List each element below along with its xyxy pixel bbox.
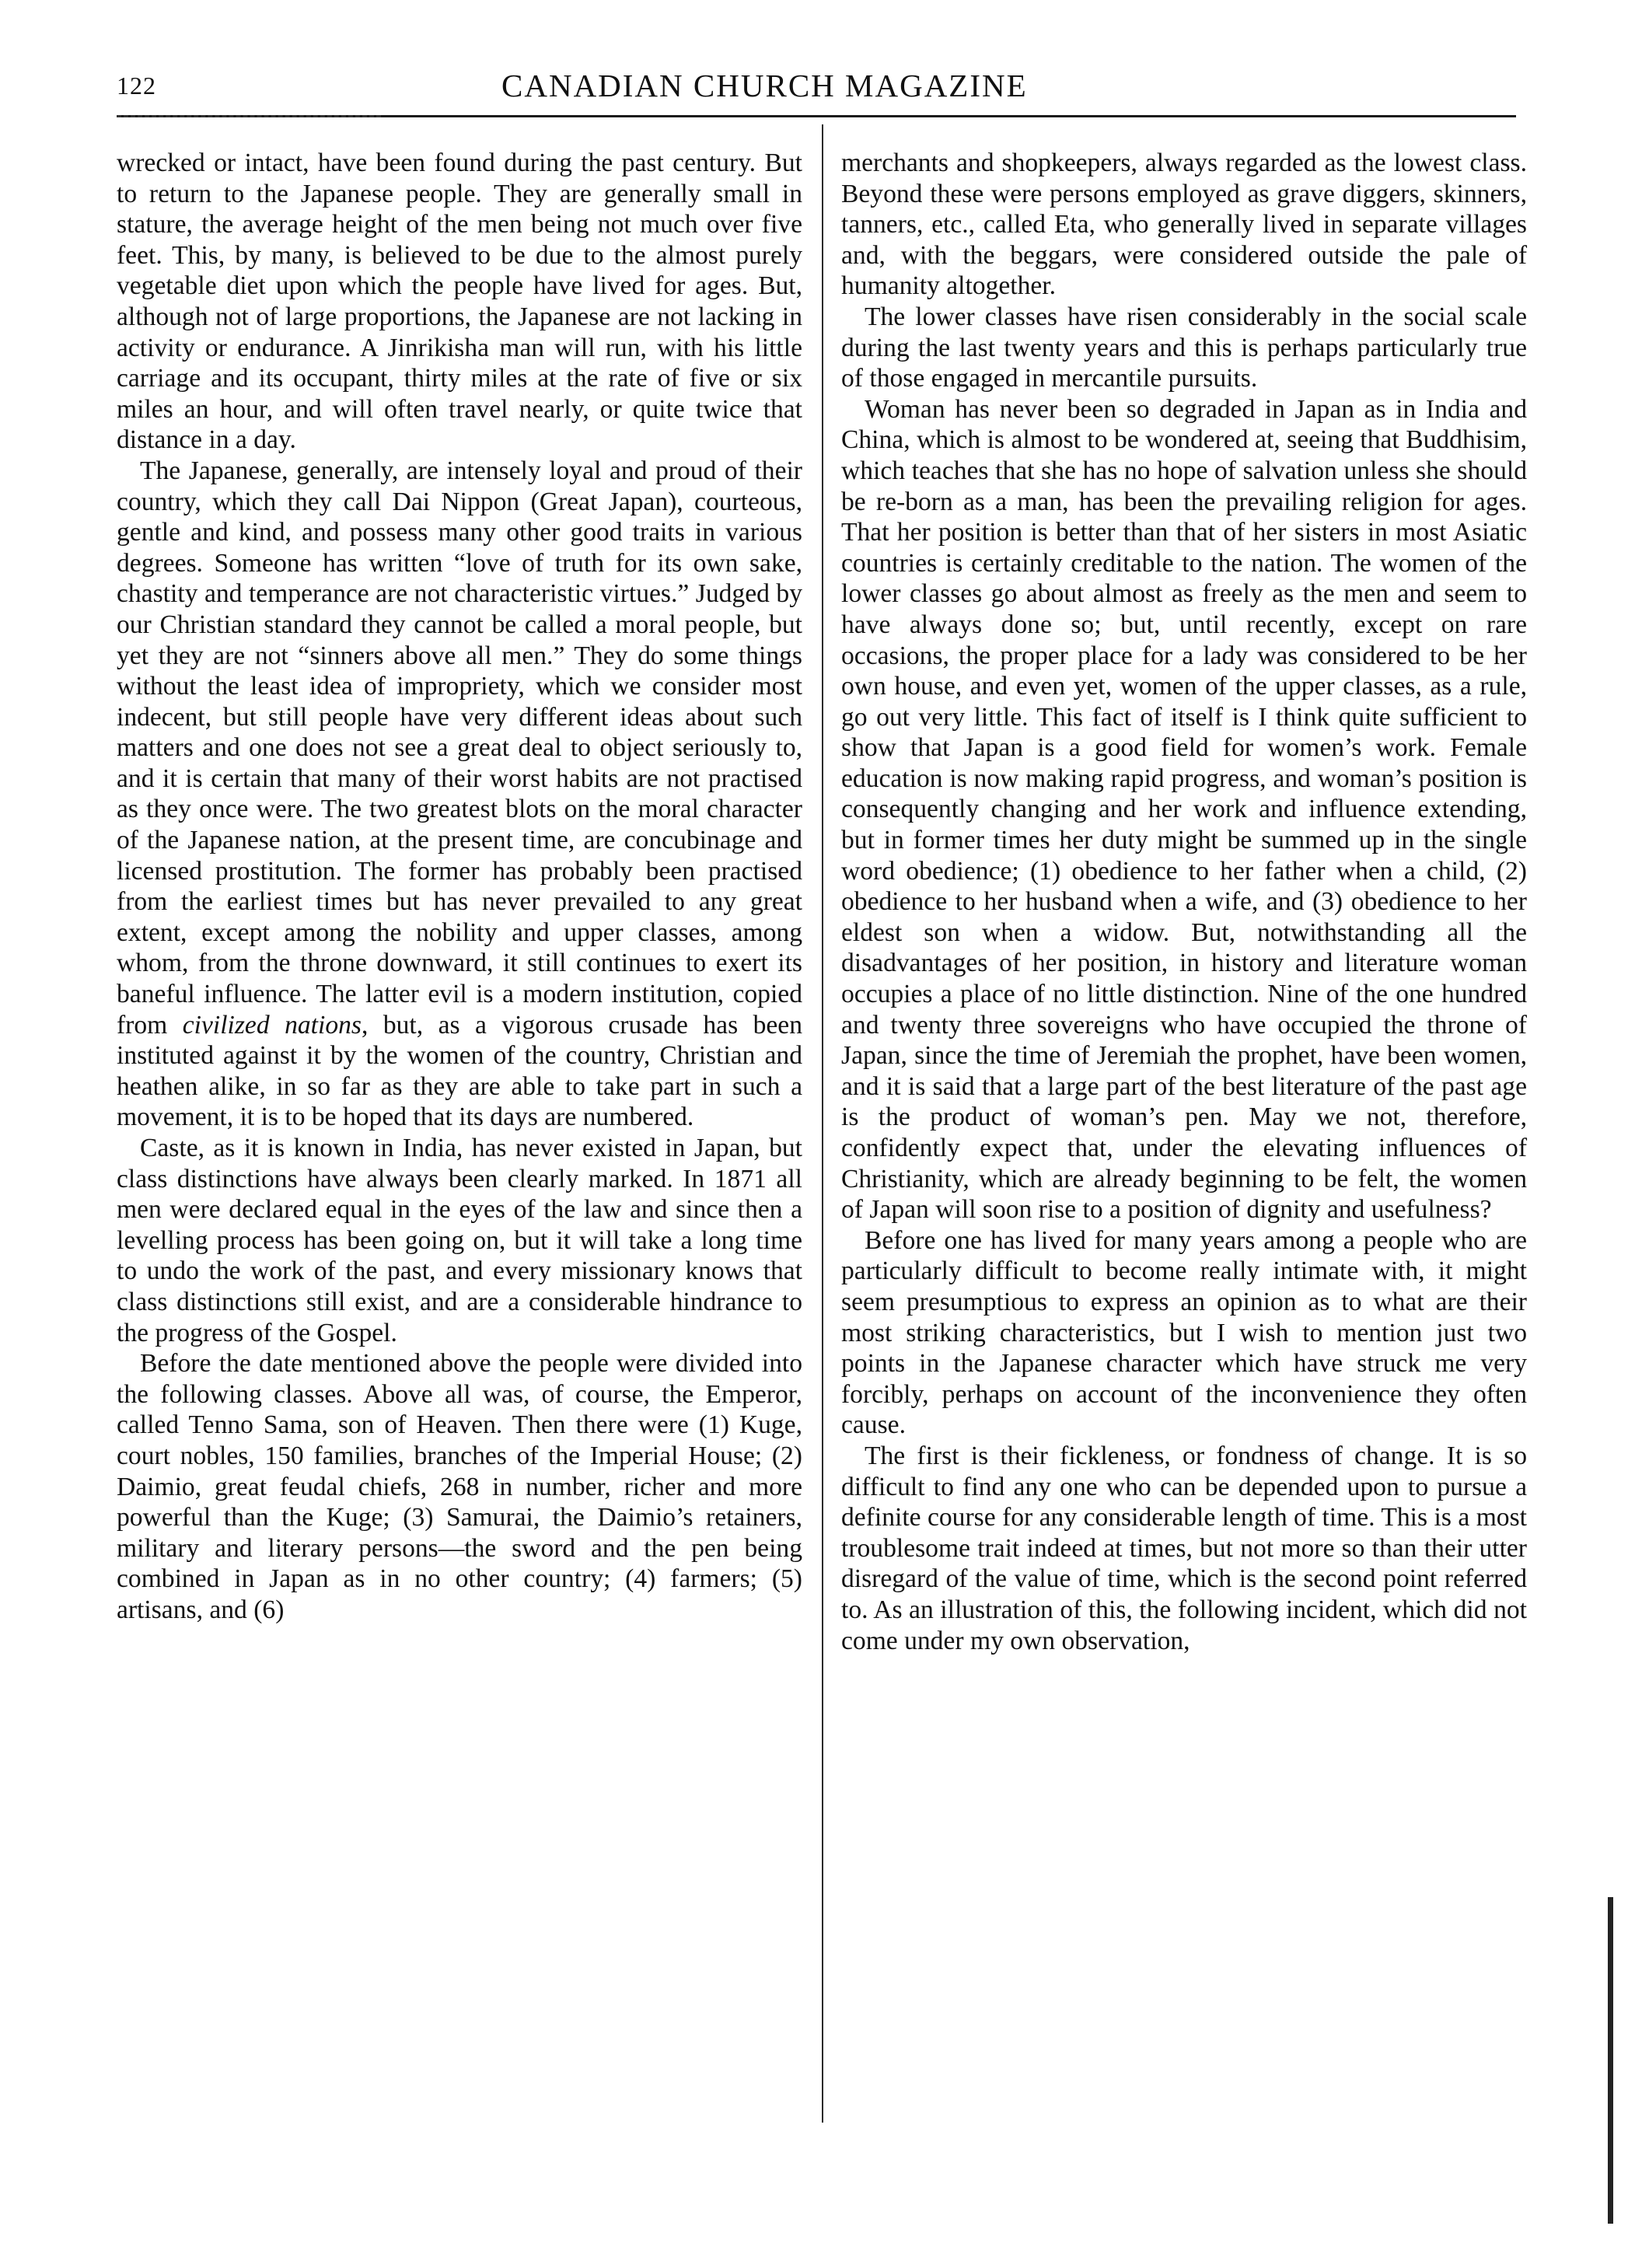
italic-phrase: civilized nations [182,1010,362,1040]
paragraph: wrecked or intact, have been found during the past century. But to return to the Japanese people. They are generally small in stature, the average height of the men being not much over five feet. This, by many, is believed to be due to the almost purely vegetable diet upon which the people have lived for ages. But, although not of large proportions, the Japanese are not lacking in activity or endurance. A Jinrikisha man will run, with his little carriage and its occupant, thirty miles at the rate of five or six miles an hour, and will often travel nearly, or quite twice that distance in a day. [117,149,802,455]
magazine-title: CANADIAN CHURCH MAGAZINE [501,68,1028,103]
paragraph-text: , but, as a vigorous crusade has been instituted against it by the women of the country, Christian and heathen alike, in so far as they are able to take part in such a movement, it is to be hoped that its days are numbered. [117,1010,802,1132]
header-rule-dashed [117,115,381,117]
paragraph: The lower classes have risen considerably in the social scale during the last twenty years and this is perhaps particularly true of those engaged in mercantile pursuits. [841,302,1527,393]
right-column [841,148,1527,1656]
binding-edge [1608,1897,1613,2224]
paragraph-text: The Japanese, generally, are intensely loyal and proud of their country, which they call Dai Nippon (Great Japan), courteous, gentle and kind, and possess many other good traits in various degrees. Someone has written “love of truth for its own sake, chastity and temperance are not characteristic virtues.” Judged by our Christian standard they cannot be called a moral people, but yet they are not “sinners above all men.” They do some things without the least idea of impropriety, which we consider most indecent, but still people have very different ideas about such matters and one does not see a great deal to object seriously to, and it is certain that many of their worst habits are not practised as they once were. The two greatest blots on the moral character of the Japanese nation, at the present time, are concubinage and licensed prostitution. The former has probably been practised from the earliest times but has never prevailed to any great extent, except among the nobility and upper classes, among whom, from the throne downward, it still continues to exert its baneful influence. The latter evil is a modern institution, copied from [117,456,802,1040]
paragraph: Caste, as it is known in India, has never existed in Japan, but class distinctions have always been clearly marked. In 1871 all men were declared equal in the eyes of the law and since then a levelling process has been going on, but it will take a long time to undo the work of the past, and every missionary knows that class distinctions still exist, and are a considerable hindrance to the progress of the Gospel. [117,1134,802,1347]
page-header [117,67,1516,114]
paragraph: merchants and shopkeepers, always regarded as the lowest class. Beyond these were persons employed as grave diggers, skinners, tanners, etc., called Eta, who generally lived in separate villages and, with the beggars, were considered outside the pale of humanity altogether. [841,149,1527,301]
left-column [117,148,802,1626]
column-divider [822,124,823,2123]
paragraph: Before one has lived for many years among a people who are particularly difficult to become really intimate with, it might seem presumptious to express an opinion as to what are their most striking characteristics, but I wish to mention just two points in the Japanese character which have struck me very forcibly, perhaps on account of the inconvenience they often cause. [841,1225,1527,1440]
page-number: 122 [117,72,156,100]
paragraph: Before the date mentioned above the people were divided into the following classes. Above all was, of course, the Emperor, called Tenno Sama, son of Heaven. Then there were (1) Kuge, court nobles, 150 families, branches of the Imperial House; (2) Daimio, great feudal chiefs, 268 in number, richer and more powerful than the Kuge; (3) Samurai, the Daimio’s retainers, military and literary persons—the sword and the pen being combined in Japan as in no other country; (4) farmers; (5) artisans, and (6) [117,1349,802,1624]
paragraph: Woman has never been so degraded in Japan as in India and China, which is almost to be wondered at, seeing that Buddhisim, which teaches that she has no hope of salvation unless she should be re-born as a man, has been the prevailing religion for ages. That her position is better than that of her sisters in most Asiatic countries is certainly creditable to the nation. The women of the lower classes go about almost as freely as the men and seem to have always done so; but, until recently, except on rare occasions, the proper place for a lady was considered to be her own house, and even yet, women of the upper classes, as a rule, go out very little. This fact of itself is I think quite sufficient to show that Japan is a good field for women’s work. Female education is now making rapid progress, and woman’s position is consequently changing and her work and influence extending, but in former times her duty might be summed up in the single word obedience; (1) obedience to her father when a child, (2) obedience to her husband when a wife, and (3) obedience to her eldest son when a widow. But, notwithstanding all the disadvantages of her position, in history and literature woman occupies a place of no little distinction. Nine of the one hundred and twenty three sovereigns who have occupied the throne of Japan, since the time of Jeremiah the prophet, have been women, and it is said that a large part of the best literature of the past age is the product of woman’s pen. May we not, therefore, confidently expect that, under the elevating influences of Christianity, which are already beginning to be felt, the women of Japan will soon rise to a position of dignity and usefulness? [841,394,1527,1225]
paragraph [117,456,802,1133]
paragraph: The first is their fickleness, or fondness of change. It is so difficult to find any one who can be depended upon to pursue a definite course for any considerable length of time. This is a most troublesome trait indeed at times, but not more so than their utter disregard of the value of time, which is the second point referred to. As an illustration of this, the following incident, which did not come under my own observation, [841,1441,1527,1655]
